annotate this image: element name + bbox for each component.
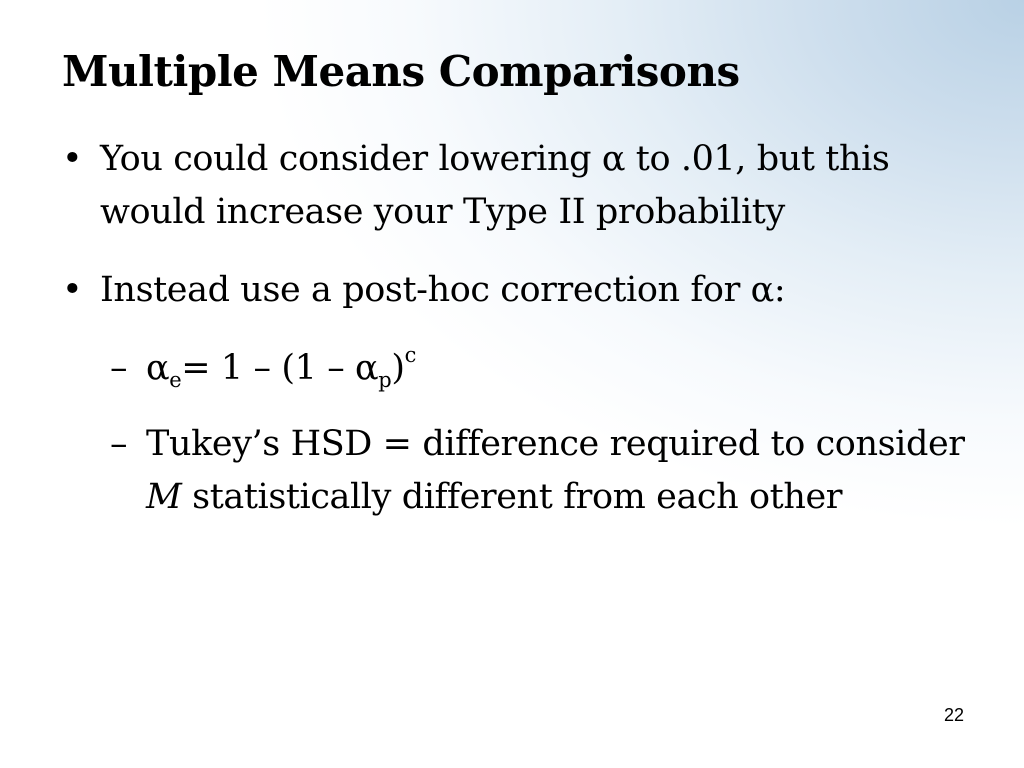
tukey-italic-m: M <box>146 477 182 517</box>
formula-superscript-c: c <box>404 343 416 367</box>
formula-middle: = 1 – (1 – α <box>181 348 379 388</box>
page-number: 22 <box>943 705 964 725</box>
tukey-text-before: Tukey’s HSD = difference required to consider <box>146 424 965 464</box>
bullet-item <box>62 133 972 239</box>
slide-content <box>62 133 972 547</box>
bullet-marker: • <box>62 270 83 310</box>
dash-marker: – <box>110 424 128 464</box>
slide-title: Multiple Means Comparisons <box>62 47 740 96</box>
formula-alpha: α <box>146 348 170 388</box>
dash-marker: – <box>110 348 128 388</box>
sub-bullet-item <box>62 418 972 524</box>
formula-subscript-p: p <box>378 368 392 392</box>
tukey-text-after: statistically different from each other <box>181 477 843 517</box>
formula-close: ) <box>391 348 405 388</box>
sub-bullet-item <box>62 342 972 395</box>
bullet-marker: • <box>62 139 83 179</box>
alpha-correction-formula <box>146 343 416 392</box>
formula-subscript-e: e <box>169 368 182 392</box>
bullet-item <box>62 264 972 317</box>
bullet-text: You could consider lowering α to .01, but this would increase your Type II probability <box>100 139 890 232</box>
bullet-text: Instead use a post-hoc correction for α: <box>100 270 786 310</box>
